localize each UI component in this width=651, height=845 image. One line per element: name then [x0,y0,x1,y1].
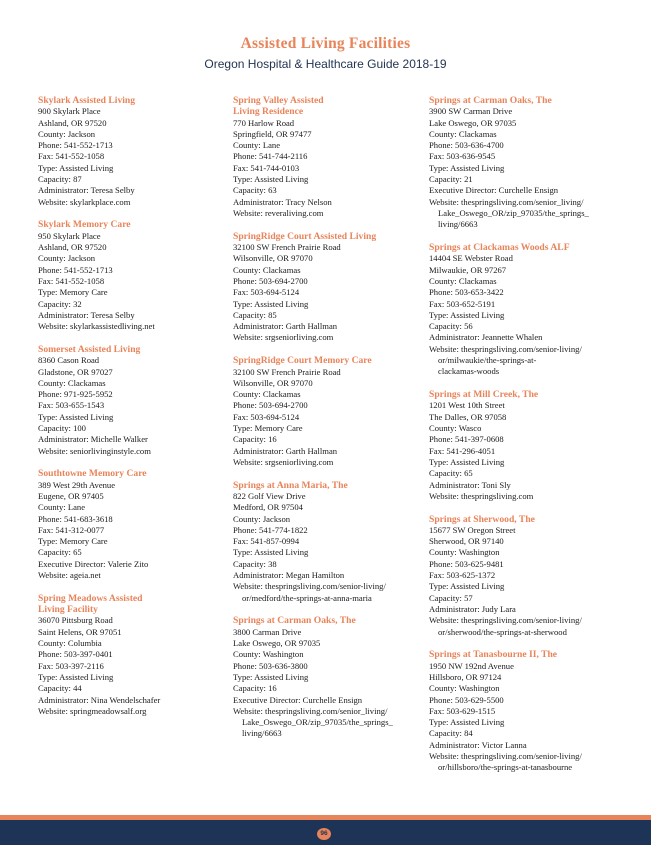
facility-type: Type: Assisted Living [429,581,505,592]
facility-name: Living Residence [233,106,304,118]
facility-capacity: Capacity: 65 [429,468,473,479]
facility-detail: 900 Skylark Place [38,106,101,117]
facility-fax: Fax: 503-694-5124 [233,287,300,298]
facility-website-continued: or/medford/the-springs-at-anna-maria [242,592,372,603]
facility-capacity: Capacity: 32 [38,298,82,309]
facility-phone: Phone: 503-625-9481 [429,558,504,569]
facility-county: County: Washington [233,649,304,660]
facility-fax: Fax: 541-552-1058 [38,151,105,162]
facility-phone: Phone: 503-653-3422 [429,287,504,298]
facility-entry [429,514,619,638]
facility-phone: Phone: 503-636-3800 [233,660,308,671]
facility-website-continued: living/6663 [242,728,282,739]
page-title: Assisted Living Facilities [240,35,411,52]
facility-name: Living Facility [38,604,98,616]
facility-phone: Phone: 503-694-2700 [233,400,308,411]
facility-type: Type: Memory Care [233,423,303,434]
facility-detail: 389 West 29th Avenue [38,479,116,490]
listing-column-1 [38,95,228,729]
facility-capacity: Capacity: 65 [38,547,82,558]
facility-county: County: Clackamas [233,264,301,275]
facility-administrator: Executive Director: Curchelle Ensign [233,694,363,705]
facility-detail: Springfield, OR 97477 [233,128,312,139]
facility-administrator: Administrator: Judy Lara [429,603,516,614]
facility-detail: 14404 SE Webster Road [429,253,513,264]
facility-website: Website: thespringsliving.com [429,490,534,501]
facility-administrator: Administrator: Jeannette Whalen [429,332,543,343]
facility-county: County: Clackamas [429,128,497,139]
facility-website: Website: reveraliving.com [233,207,324,218]
facility-capacity: Capacity: 38 [233,558,277,569]
facility-county: County: Lane [38,502,86,513]
facility-administrator: Administrator: Victor Lanna [429,739,527,750]
facility-county: County: Columbia [38,638,102,649]
facility-website-continued: Lake_Oswego_OR/zip_97035/the_springs_ [242,717,393,728]
facility-name: Spring Valley Assisted [233,95,324,106]
facility-entry [38,468,228,581]
facility-name: Springs at Carman Oaks, The [233,615,356,627]
facility-phone: Phone: 541-552-1713 [38,140,113,151]
facility-phone: Phone: 541-552-1713 [38,264,113,275]
facility-entry [38,219,228,332]
facility-phone: Phone: 503-694-2700 [233,275,308,286]
facility-detail: 32100 SW French Prairie Road [233,242,341,253]
facility-name: SpringRidge Court Assisted Living [233,230,377,242]
facility-administrator: Administrator: Garth Hallman [233,321,338,332]
facility-entry [429,649,619,773]
facility-capacity: Capacity: 63 [233,185,277,196]
facility-capacity: Capacity: 87 [38,174,82,185]
facility-type: Type: Assisted Living [38,411,114,422]
facility-county: County: Clackamas [429,275,497,286]
page-header [0,34,651,72]
facility-administrator: Executive Director: Valerie Zito [38,558,149,569]
facility-entry [38,593,228,717]
facility-detail: 32100 SW French Prairie Road [233,366,341,377]
facility-entry [233,615,423,739]
facility-detail: 1201 West 10th Street [429,400,505,411]
facility-phone: Phone: 503-629-5500 [429,694,504,705]
facility-type: Type: Assisted Living [233,671,309,682]
facility-website-continued: or/milwaukie/the-springs-at- [438,355,537,366]
facility-name: SpringRidge Court Memory Care [233,355,372,367]
facility-entry [429,95,619,231]
facility-name: Springs at Tanasbourne II, The [429,649,558,661]
page-subtitle: Oregon Hospital & Healthcare Guide 2018-19 [204,57,447,71]
facility-website: Website: thespringsliving.com/senior-living/ [429,615,582,626]
facility-fax: Fax: 503-625-1372 [429,570,496,581]
facility-administrator: Executive Director: Curchelle Ensign [429,185,559,196]
page-number: 96 [317,828,331,840]
facility-website: Website: skylarkassistedliving.net [38,321,155,332]
facility-county: County: Jackson [38,253,96,264]
facility-capacity: Capacity: 100 [38,423,86,434]
facility-name: Spring Meadows Assisted [38,592,143,604]
facility-detail: Wilsonville, OR 97070 [233,377,313,388]
facility-phone: Phone: 503-636-4700 [429,140,504,151]
facility-type: Type: Memory Care [38,536,108,547]
facility-county: County: Lane [233,140,281,151]
facility-type: Type: Assisted Living [38,671,114,682]
facility-administrator: Administrator: Nina Wendelschafer [38,694,161,705]
facility-detail: 770 Harlow Road [233,117,295,128]
facility-detail: Wilsonville, OR 97070 [233,253,313,264]
facility-website-continued: Lake_Oswego_OR/zip_97035/the_springs_ [438,207,589,218]
facility-detail: Milwaukie, OR 97267 [429,264,507,275]
facility-website: Website: thespringsliving.com/senior-living/ [233,581,386,592]
facility-detail: 950 Skylark Place [38,230,101,241]
facility-capacity: Capacity: 85 [233,309,277,320]
facility-website-continued: living/6663 [438,219,478,230]
facility-name: Skylark Memory Care [38,219,131,231]
facility-name: Somerset Assisted Living [38,343,141,355]
facility-detail: Lake Oswego, OR 97035 [429,117,517,128]
facility-administrator: Administrator: Tracy Nelson [233,196,332,207]
facility-name: Skylark Assisted Living [38,95,136,106]
facility-type: Type: Assisted Living [429,162,505,173]
facility-name: Springs at Anna Maria, The [233,479,348,491]
facility-type: Type: Memory Care [38,287,108,298]
facility-website: Website: skylarkplace.com [38,196,131,207]
facility-website: Website: thespringsliving.com/senior_living/ [233,705,388,716]
facility-county: County: Jackson [38,128,96,139]
facility-type: Type: Assisted Living [38,162,114,173]
facility-website-continued: or/sherwood/the-springs-at-sherwood [438,626,567,637]
facility-website: Website: srgseniorliving.com [233,332,334,343]
facility-name: Springs at Sherwood, The [429,513,535,525]
facility-detail: 8360 Cason Road [38,355,100,366]
facility-website: Website: srgseniorliving.com [233,456,334,467]
listing-column-3 [429,95,619,785]
facility-website-continued: clackamas-woods [438,366,500,377]
facility-phone: Phone: 503-397-0401 [38,649,113,660]
facility-entry [38,95,228,208]
facility-type: Type: Assisted Living [429,717,505,728]
facility-capacity: Capacity: 56 [429,321,473,332]
facility-capacity: Capacity: 44 [38,683,82,694]
facility-type: Type: Assisted Living [233,174,309,185]
facility-detail: 822 Golf View Drive [233,491,306,501]
facility-county: County: Clackamas [233,389,301,400]
facility-entry [233,480,423,604]
facility-website: Website: ageia.net [38,570,101,581]
facility-detail: Gladstone, OR 97027 [38,366,113,377]
facility-administrator: Administrator: Toni Sly [429,479,511,490]
facility-type: Type: Assisted Living [429,309,505,320]
facility-name: Springs at Mill Creek, The [429,389,539,401]
facility-entry [429,389,619,502]
facility-detail: The Dalles, OR 97058 [429,411,507,422]
facility-county: County: Washington [429,683,500,694]
facility-website: Website: springmeadowsalf.org [38,705,147,716]
facility-website: Website: thespringsliving.com/senior_living/ [429,196,584,207]
facility-capacity: Capacity: 21 [429,174,473,185]
facility-phone: Phone: 541-397-0608 [429,434,504,445]
facility-website-continued: or/hillsboro/the-springs-at-tanasbourne [438,762,573,773]
facility-administrator: Administrator: Garth Hallman [233,445,338,456]
facility-detail: Eugene, OR 97405 [38,491,104,501]
facility-county: County: Wasco [429,423,482,434]
facility-phone: Phone: 541-744-2116 [233,151,308,162]
facility-name: Springs at Carman Oaks, The [429,95,552,106]
facility-county: County: Jackson [233,513,291,524]
facility-phone: Phone: 971-925-5952 [38,389,113,400]
facility-phone: Phone: 541-774-1822 [233,524,308,535]
facility-fax: Fax: 541-744-0103 [233,162,300,173]
facility-fax: Fax: 503-652-5191 [429,298,496,309]
facility-type: Type: Assisted Living [233,298,309,309]
facility-website: Website: seniorlivinginstyle.com [38,445,151,456]
facility-name: Southtowne Memory Care [38,468,147,480]
facility-administrator: Administrator: Teresa Selby [38,185,135,196]
facility-entry [38,344,228,457]
facility-capacity: Capacity: 84 [429,728,473,739]
facility-detail: 15677 SW Oregon Street [429,524,516,535]
facility-entry [233,231,423,344]
facility-detail: Ashland, OR 97520 [38,242,107,253]
facility-fax: Fax: 503-655-1543 [38,400,105,411]
facility-fax: Fax: 541-552-1058 [38,275,105,286]
facility-administrator: Administrator: Megan Hamilton [233,570,345,581]
facility-fax: Fax: 503-694-5124 [233,411,300,422]
facility-name: Springs at Clackamas Woods ALF [429,242,570,254]
facility-entry [429,242,619,378]
facility-detail: 1950 NW 192nd Avenue [429,660,514,671]
facility-fax: Fax: 503-397-2116 [38,660,104,671]
facility-detail: Medford, OR 97504 [233,502,303,513]
facility-phone: Phone: 541-683-3618 [38,513,113,524]
facility-detail: 3800 Carman Drive [233,626,302,637]
facility-entry [233,355,423,468]
facility-capacity: Capacity: 16 [233,434,277,445]
facility-capacity: Capacity: 57 [429,592,473,603]
facility-fax: Fax: 503-636-9545 [429,151,496,162]
facility-entry [233,95,423,219]
facility-type: Type: Assisted Living [233,547,309,558]
facility-administrator: Administrator: Michelle Walker [38,434,148,445]
facility-fax: Fax: 503-629-1515 [429,705,496,716]
facility-fax: Fax: 541-857-0994 [233,536,300,547]
facility-detail: Lake Oswego, OR 97035 [233,638,321,649]
facility-detail: Sherwood, OR 97140 [429,536,504,547]
facility-detail: Hillsboro, OR 97124 [429,671,502,682]
facility-website: Website: thespringsliving.com/senior-living/ [429,343,582,354]
facility-detail: Saint Helens, OR 97051 [38,626,122,637]
facility-county: County: Clackamas [38,377,106,388]
facility-fax: Fax: 541-312-0077 [38,524,105,535]
listing-column-2 [233,95,423,751]
facility-capacity: Capacity: 16 [233,683,277,694]
facility-county: County: Washington [429,547,500,558]
facility-website: Website: thespringsliving.com/senior-living/ [429,751,582,762]
facility-administrator: Administrator: Teresa Selby [38,309,135,320]
facility-type: Type: Assisted Living [429,456,505,467]
facility-detail: 36070 Pittsburg Road [38,615,113,626]
facility-fax: Fax: 541-296-4051 [429,445,496,456]
facility-detail: Ashland, OR 97520 [38,117,107,128]
facility-detail: 3900 SW Carman Drive [429,106,513,117]
